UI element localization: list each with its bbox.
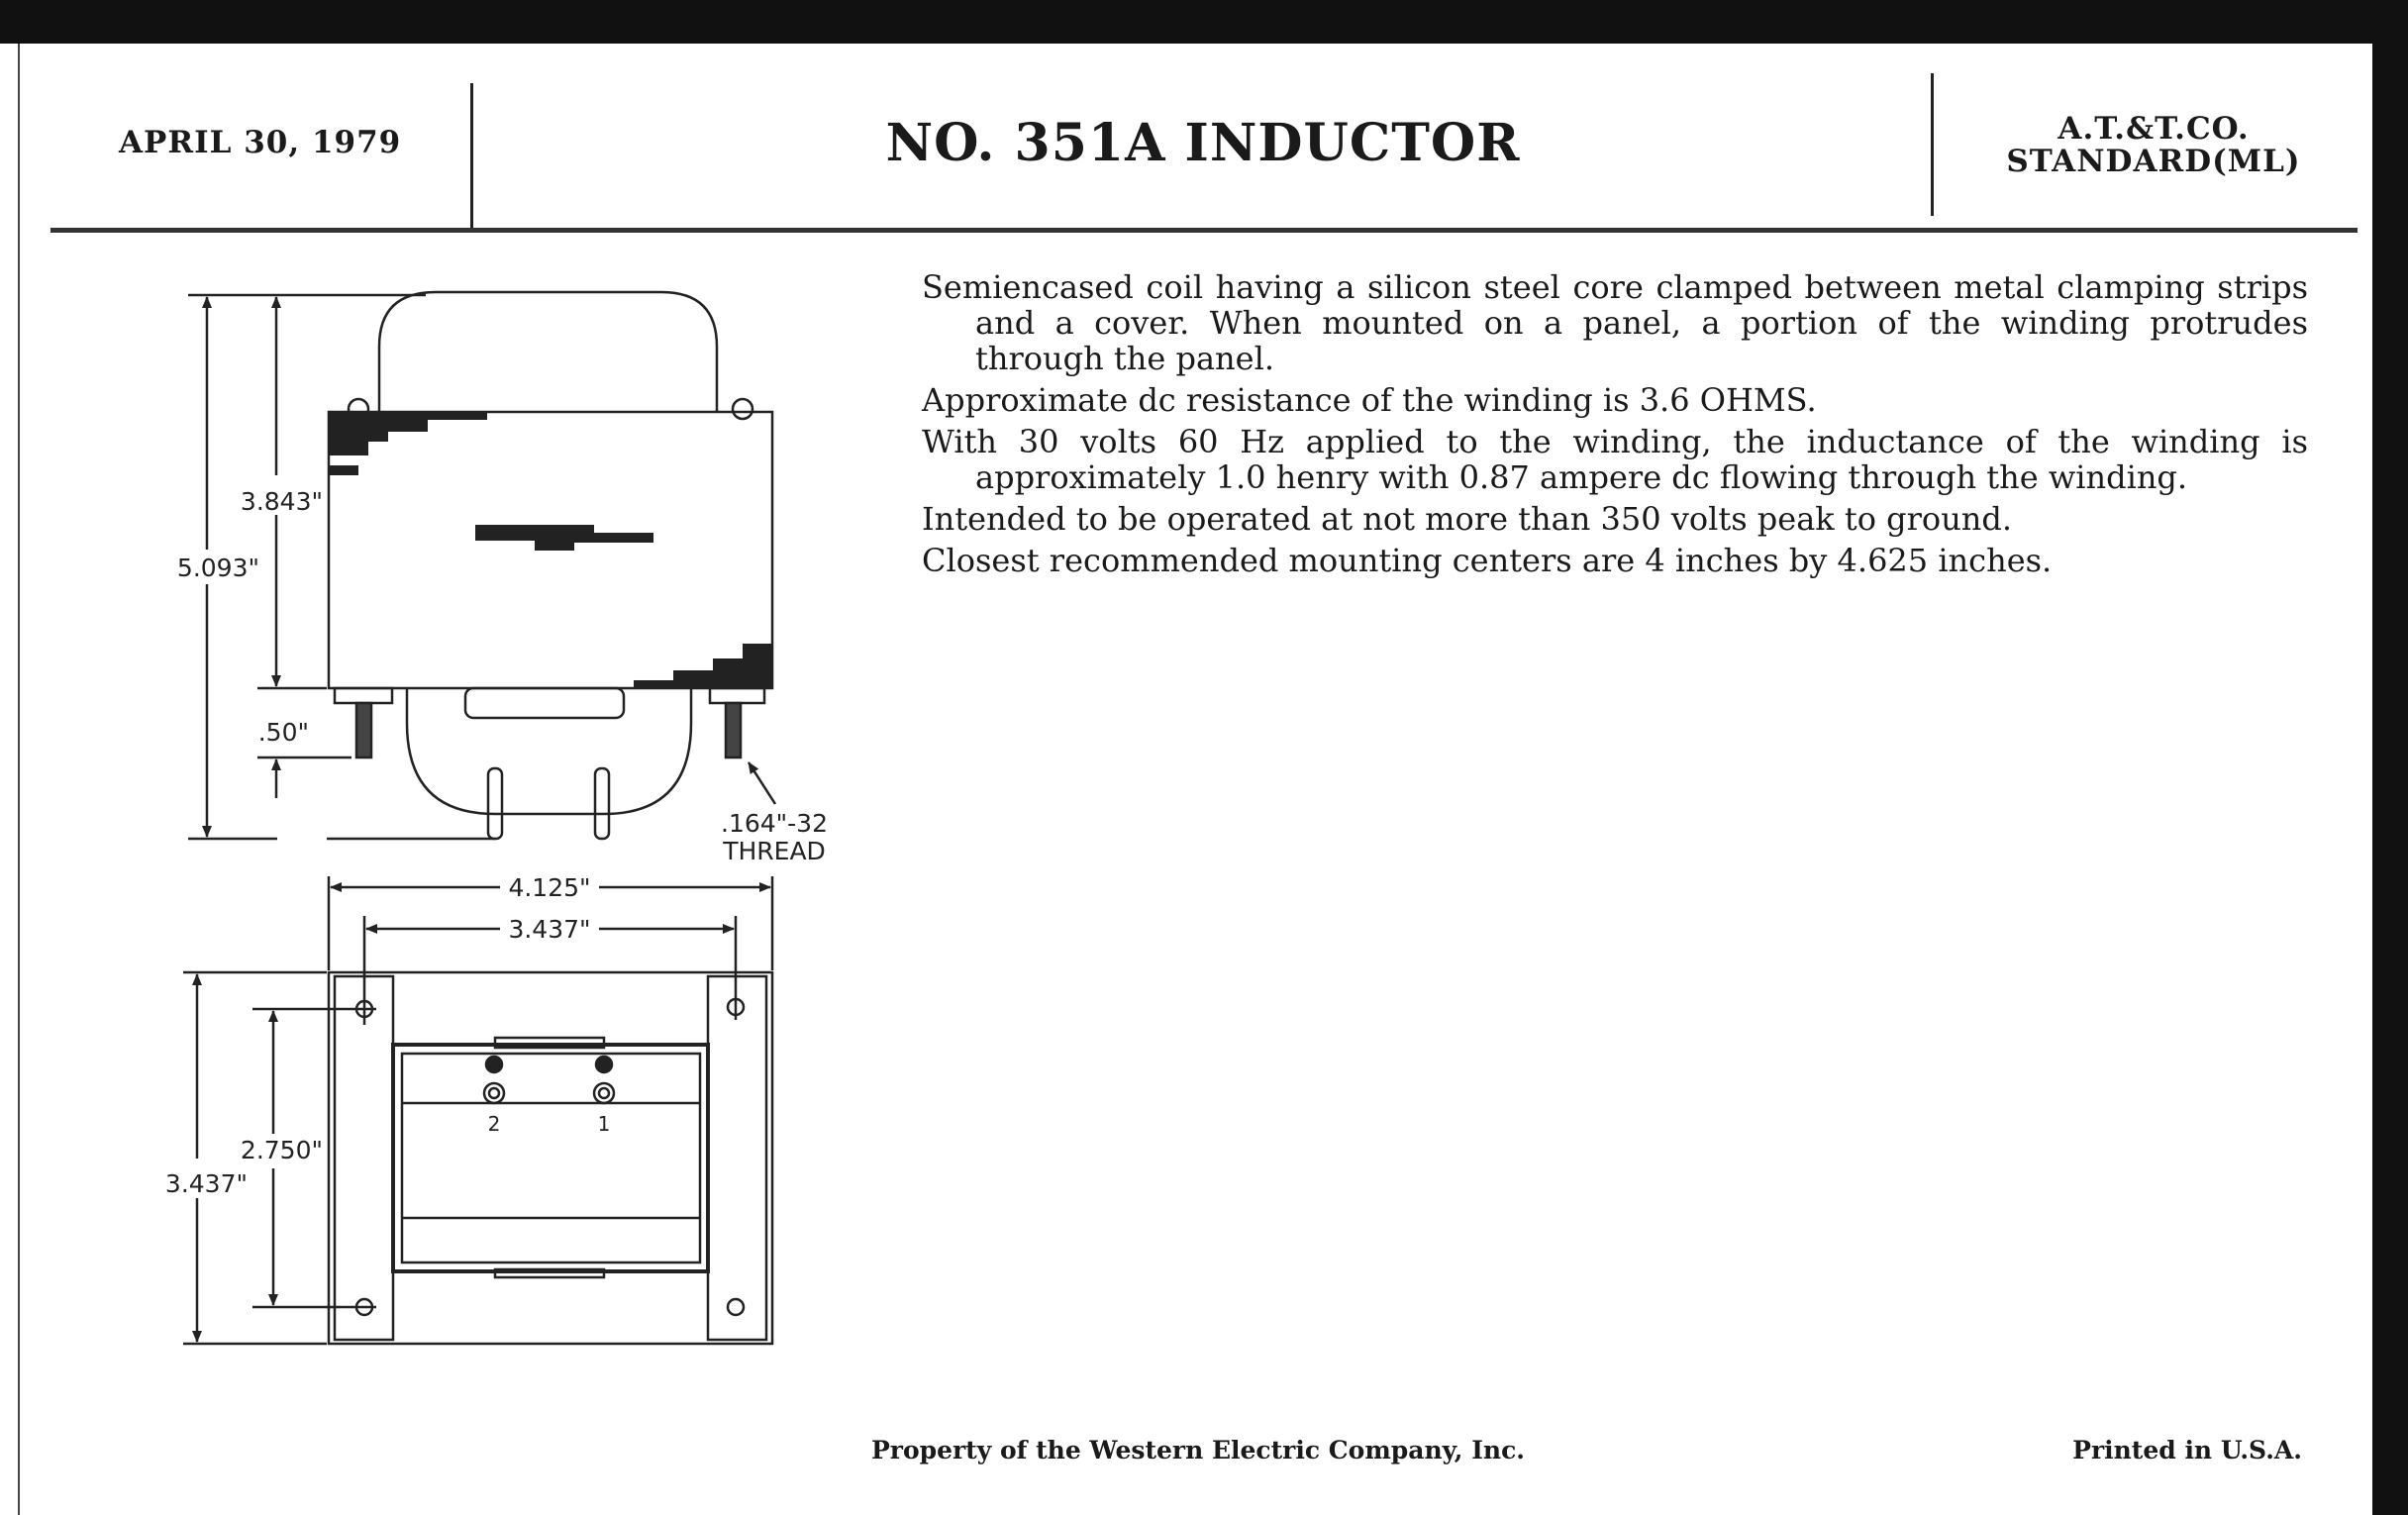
terminal-1 (594, 1083, 614, 1103)
printed-notice: Printed in U.S.A. (2072, 1436, 2302, 1464)
label-overall-width: 4.125" (508, 873, 591, 902)
label-hole-spacing-width: 3.437" (508, 915, 591, 944)
label-thread-2: THREAD (723, 837, 826, 865)
base-plate (329, 972, 772, 1344)
label-thread: .164"-32 (721, 809, 828, 838)
description-paragraph: Approximate dc resistance of the winding is 3.6 OHMS. (922, 381, 1817, 419)
bottom-view (183, 876, 772, 1344)
clamp-strip-right (708, 976, 766, 1340)
label-terminal-1: 1 (597, 1112, 611, 1136)
cover (379, 292, 717, 412)
label-overall-depth: 3.437" (164, 1169, 248, 1198)
bottom-view-labels (165, 873, 610, 1198)
description-paragraph: Intended to be operated at not more than 350 volts peak to ground. (922, 500, 2013, 538)
label-hole-spacing-depth: 2.750" (240, 1136, 323, 1164)
mounting-hole (728, 1299, 744, 1315)
description-paragraph: Closest recommended mounting centers are 4 inches by 4.625 inches. (922, 542, 2053, 579)
page-title: NO. 351A INDUCTOR (885, 113, 1521, 173)
property-notice: Property of the Western Electric Company, Inc. (870, 1436, 1525, 1464)
terminal-lug (595, 768, 609, 839)
label-overall-height: 5.093" (176, 554, 259, 582)
standard-line-1: A.T.&T.CO. (2057, 111, 2250, 147)
label-terminal-2: 2 (487, 1112, 501, 1136)
terminal-lug (488, 768, 502, 839)
description-paragraph: Semiencased coil having a silicon steel core clamped between metal clamping strips and a cover. When mounted on a panel, a portion of the winding protrudes through the panel. (922, 268, 2308, 377)
description-paragraph: With 30 volts 60 Hz applied to the winding, the inductance of the winding is approximately 1.0 henry with 0.87 ampere dc flowing through the winding. (922, 423, 2308, 496)
mounting-stud-right (726, 703, 741, 758)
label-body-height: 3.843" (240, 487, 323, 516)
terminal-2 (484, 1083, 504, 1103)
mounting-stud-left (356, 703, 371, 758)
terminal-bracket (407, 688, 691, 814)
terminal-lug (486, 1057, 502, 1072)
standard-line-2: STANDARD(ML) (2006, 144, 2301, 179)
terminal-lug (596, 1057, 612, 1072)
issue-date: APRIL 30, 1979 (119, 125, 402, 160)
side-view (188, 292, 775, 839)
label-stud-length: .50" (257, 718, 309, 747)
clamp-strip-left (335, 976, 393, 1340)
